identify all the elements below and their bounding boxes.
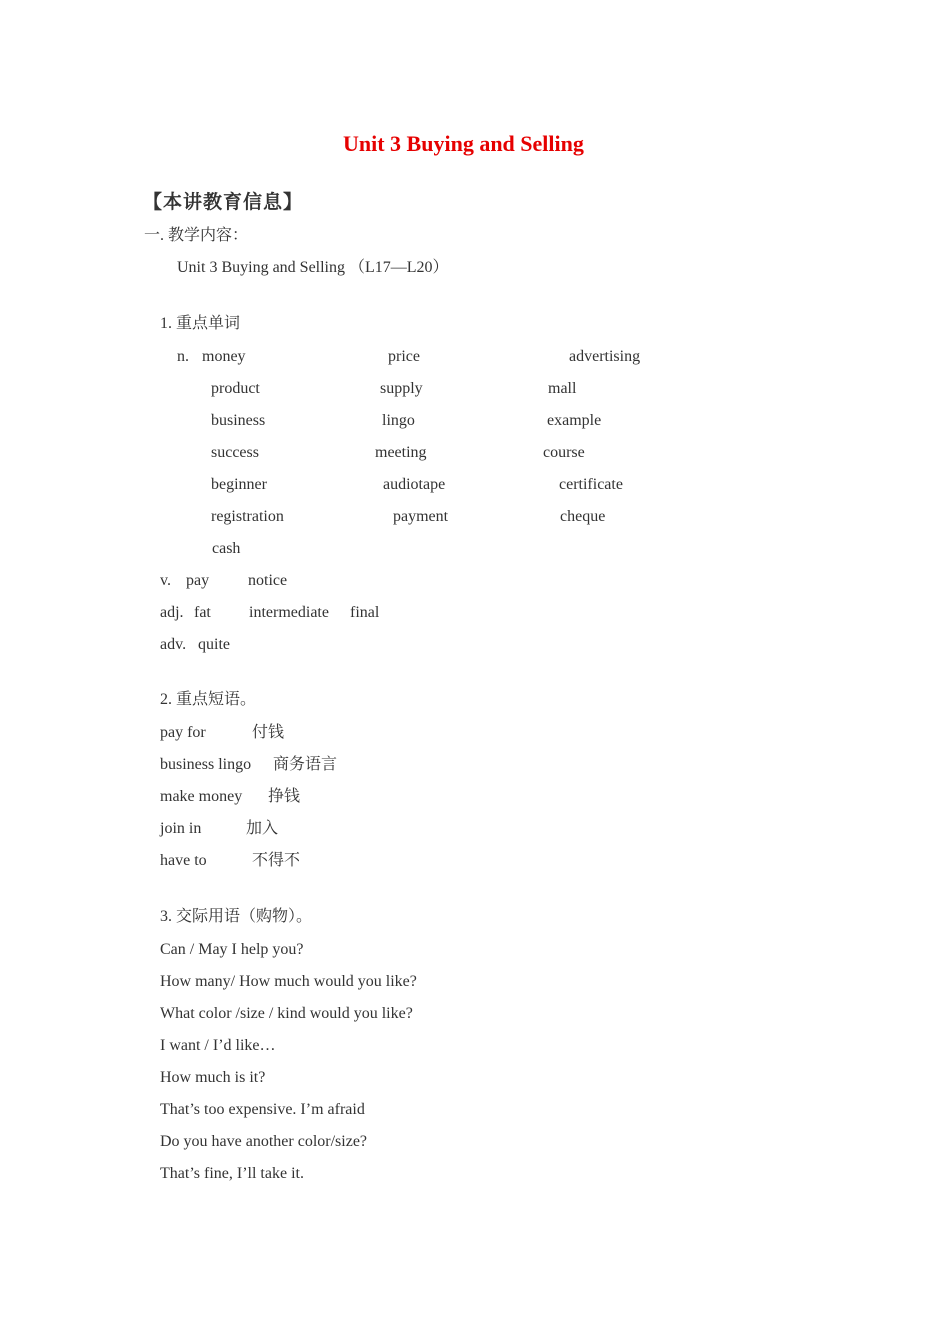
- phrase-en: make money: [160, 788, 243, 805]
- expression-line: That’s fine, I’ll take it.: [160, 1165, 304, 1182]
- expression-line: How many/ How much would you like?: [160, 973, 417, 990]
- phrase-en: join in: [160, 820, 202, 837]
- expression-line: Can / May I help you?: [160, 941, 304, 958]
- vocab-word: intermediate: [249, 604, 329, 621]
- phrase-en: pay for: [160, 724, 206, 741]
- vocab-word: advertising: [569, 348, 641, 365]
- vocab-word: payment: [393, 508, 449, 525]
- section-heading: 【本讲教育信息】: [143, 191, 304, 213]
- unit-line: Unit 3 Buying and Selling （L17—L20）: [177, 259, 449, 276]
- vocab-word: business: [211, 412, 266, 429]
- vocab-word: audiotape: [383, 476, 446, 493]
- phrase-zh: 商务语言: [273, 756, 338, 773]
- vocab-word: pay: [186, 572, 210, 589]
- page-title: Unit 3 Buying and Selling: [343, 131, 584, 156]
- vocab-word: beginner: [211, 476, 267, 493]
- vocab-word: cheque: [560, 508, 606, 525]
- vocab-word: cash: [212, 540, 241, 557]
- vocab-word: supply: [380, 380, 423, 397]
- vocab-word: product: [211, 380, 260, 397]
- phrases-heading: 2. 重点短语。: [160, 691, 257, 708]
- expression-line: I want / I’d like…: [160, 1037, 276, 1054]
- phrase-zh: 加入: [246, 820, 279, 837]
- phrase-en: have to: [160, 852, 207, 869]
- expression-line: How much is it?: [160, 1069, 266, 1086]
- phrase-zh: 不得不: [252, 852, 301, 869]
- vocab-word: meeting: [375, 444, 427, 461]
- vocab-word: notice: [248, 572, 288, 589]
- expression-line: What color /size / kind would you like?: [160, 1005, 413, 1022]
- vocab-word: mall: [548, 380, 577, 397]
- noun-prefix: n.: [177, 348, 189, 365]
- vocab-word: lingo: [382, 412, 415, 429]
- adj-prefix: adj.: [160, 604, 184, 621]
- expression-line: Do you have another color/size?: [160, 1133, 368, 1150]
- vocab-word: example: [547, 412, 602, 429]
- adv-prefix: adv.: [160, 636, 187, 653]
- vocab-word: registration: [211, 508, 284, 525]
- vocab-heading: 1. 重点单词: [160, 315, 241, 332]
- verb-prefix: v.: [160, 572, 171, 589]
- vocab-word: course: [543, 444, 585, 461]
- vocab-word: final: [350, 604, 380, 621]
- phrase-en: business lingo: [160, 756, 252, 773]
- vocab-word: quite: [198, 636, 230, 653]
- expressions-heading: 3. 交际用语（购物）。: [160, 908, 313, 925]
- vocab-word: success: [211, 444, 259, 461]
- teaching-content-label: 一. 教学内容：: [144, 227, 249, 244]
- vocab-word: fat: [194, 604, 211, 621]
- expression-line: That’s too expensive. I’m afraid: [160, 1101, 365, 1118]
- phrase-zh: 挣钱: [268, 788, 301, 805]
- vocab-word: price: [388, 348, 420, 365]
- vocab-word: money: [202, 348, 246, 365]
- vocab-word: certificate: [559, 476, 623, 493]
- phrase-zh: 付钱: [252, 724, 285, 741]
